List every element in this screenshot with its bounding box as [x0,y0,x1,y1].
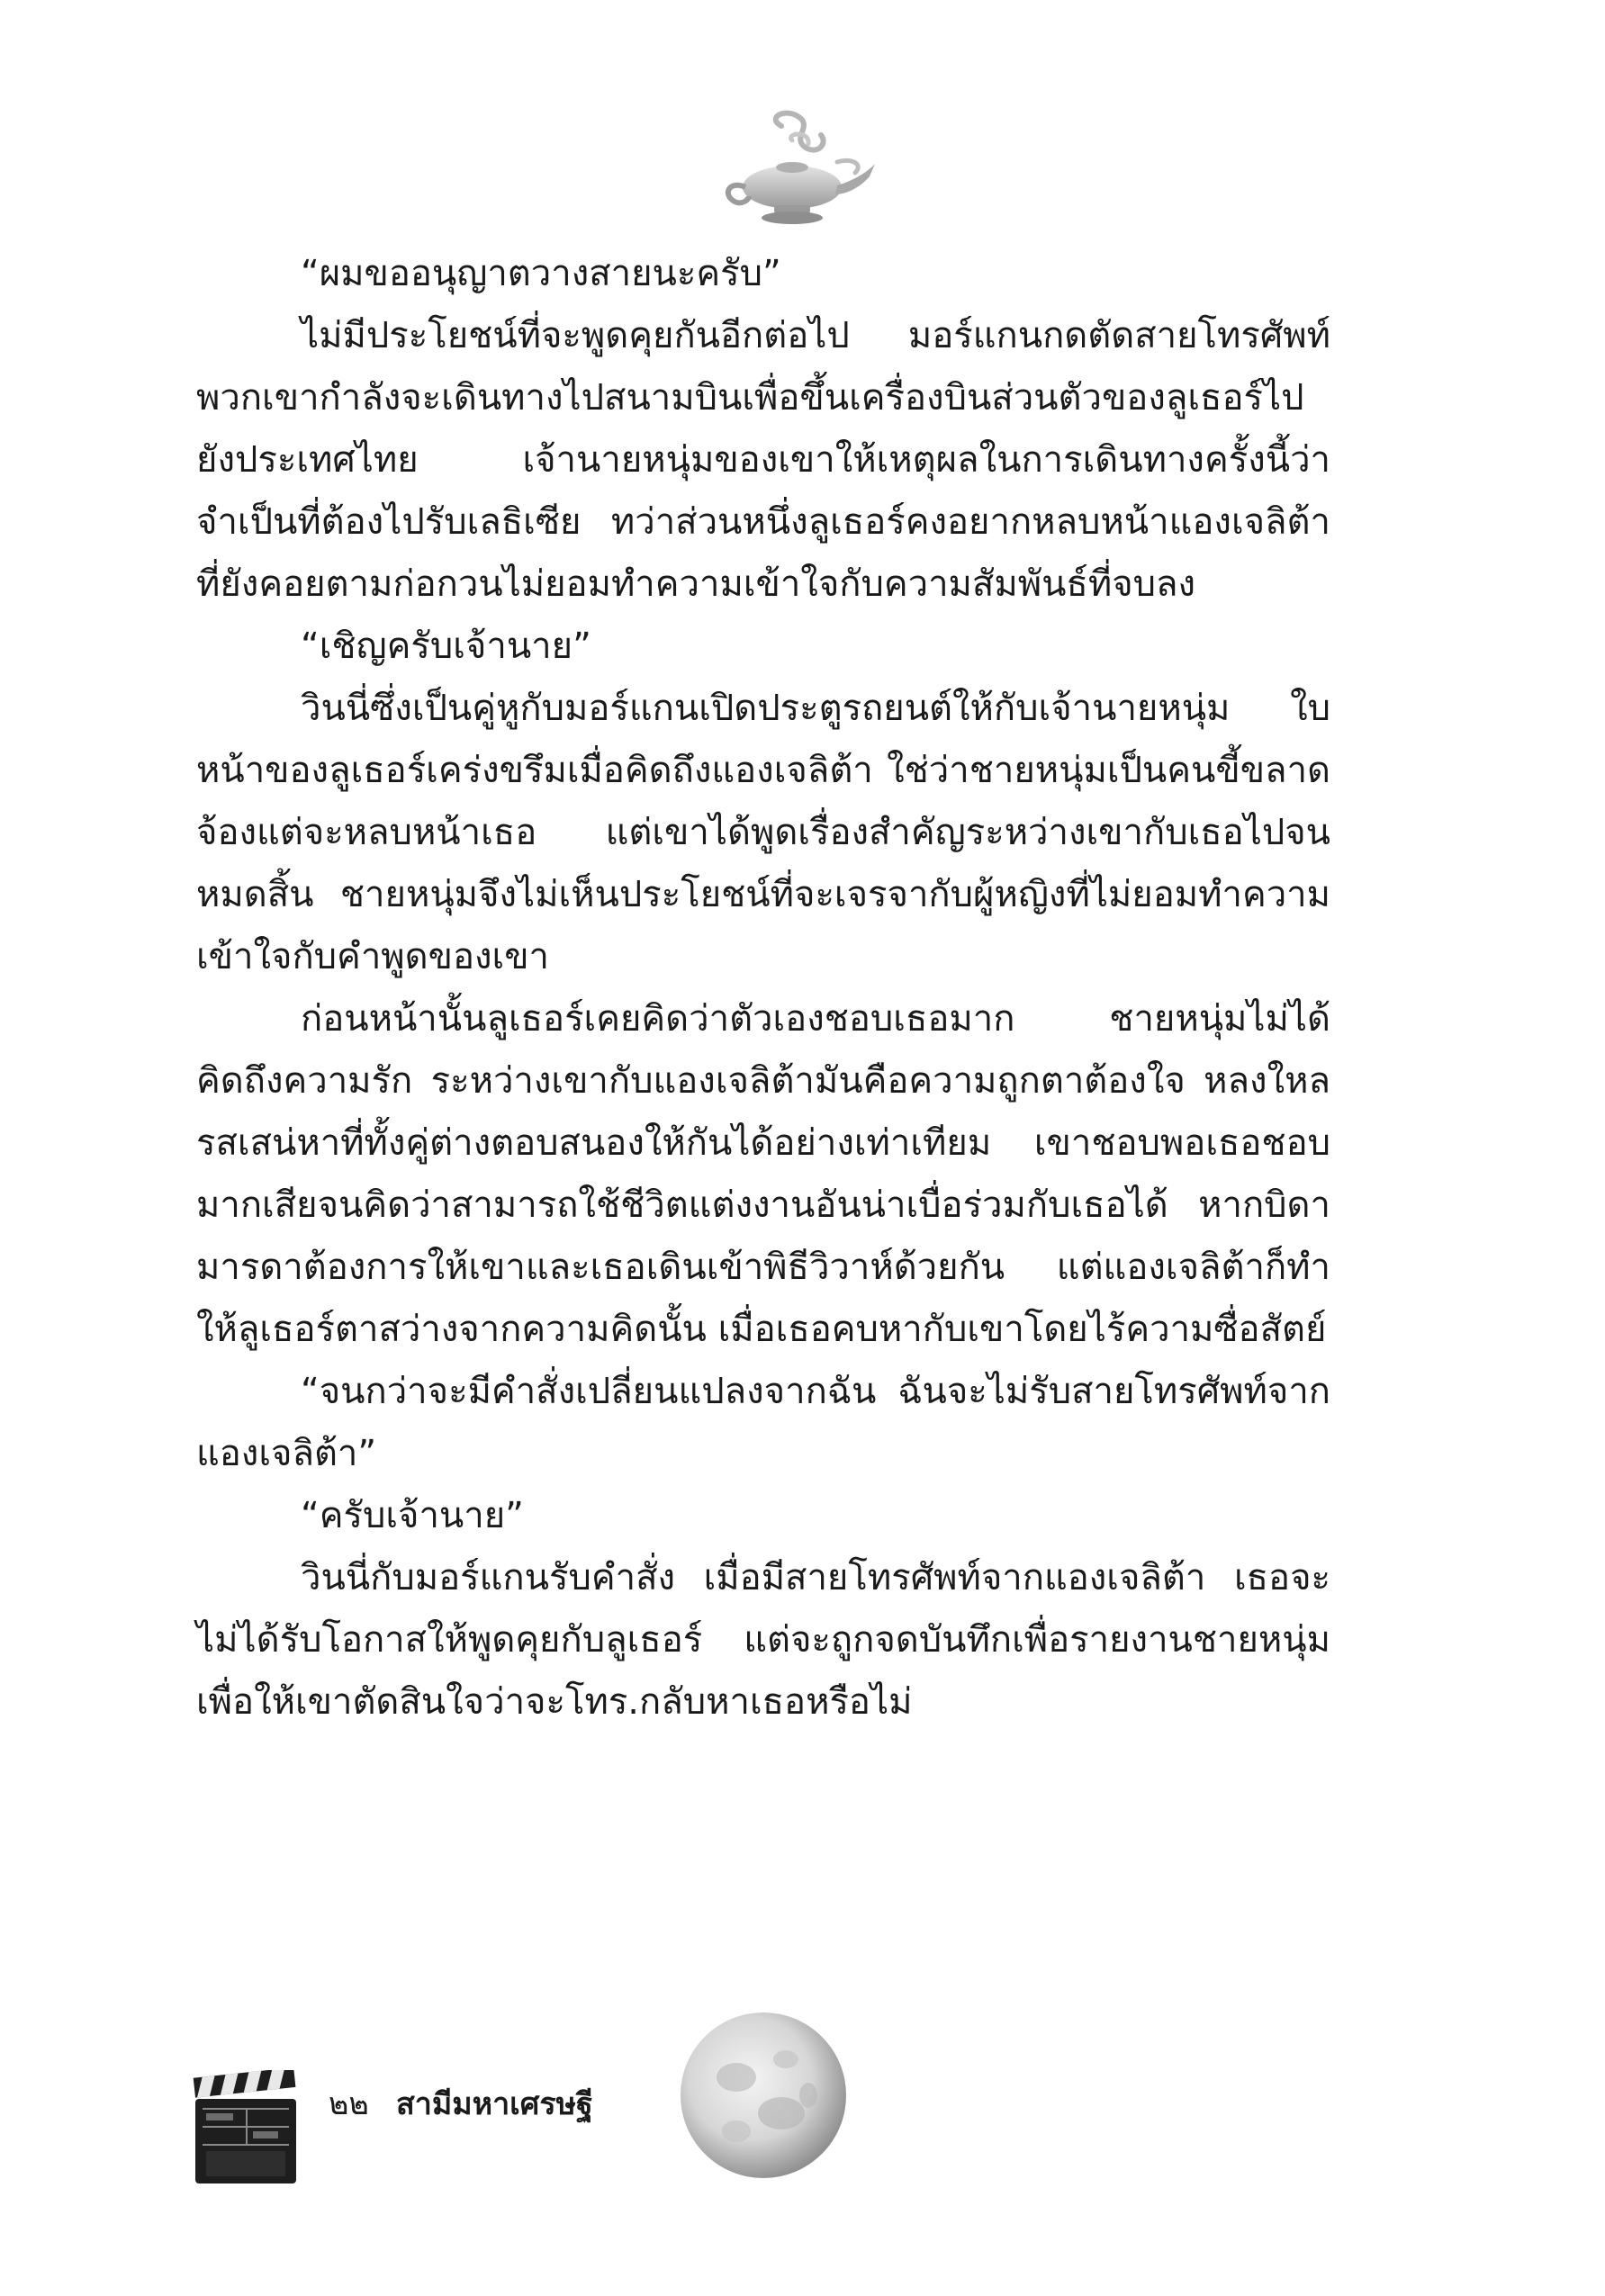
paragraph: “ผมขออนุญาตวางสายนะครับ” [301,253,781,294]
paragraph: วินนี่ซึ่งเป็นคู่หูกับมอร์แกนเปิดประตูรถยนต์ให้กับเจ้านายหนุ่ม ใบหน้าของลูเธอร์เคร่งขรึมเมื่อคิดถึงแองเจลิต้า ใช่ว่าชายหนุ่มเป็นคนขี้ขลาดจ้องแต่จะหลบหน้าเธอ แต่เขาได้พูดเรื่องสำคัญระหว่างเขากับเธอไปจนหมดสิ้น ชายหนุ่มจึงไม่เห็นประโยชน์ที่จะเจรจากับผู้หญิงที่ไม่ยอมทำความเข้าใจกับคำพูดของเขา [196,688,1330,977]
book-title: สามีมหาเศรษฐี [396,2086,593,2122]
body-text [196,243,1330,1733]
paragraph: “เชิญครับเจ้านาย” [301,626,591,667]
paragraph: “ครับเจ้านาย” [301,1495,524,1536]
clapperboard-icon [192,2070,300,2187]
magic-lamp-icon [702,108,882,234]
page-number: ๒๒ [329,2086,369,2122]
paragraph: “จนกว่าจะมีคำสั่งเปลี่ยนแปลงจากฉัน ฉันจะไม่รับสายโทรศัพท์จากแองเจลิต้า” [196,1371,1330,1474]
moon-icon [673,2005,853,2185]
paragraph: วินนี่กับมอร์แกนรับคำสั่ง เมื่อมีสายโทรศัพท์จากแองเจลิต้า เธอจะไม่ได้รับโอกาสให้พูดคุยกับลูเธอร์ แต่จะถูกจดบันทึกเพื่อรายงานชายหนุ่มเพื่อให้เขาตัดสินใจว่าจะโทร.กลับหาเธอหรือไม่ [196,1557,1330,1723]
paragraph: ไม่มีประโยชน์ที่จะพูดคุยกันอีกต่อไป มอร์แกนกดตัดสายโทรศัพท์ พวกเขากำลังจะเดินทางไปสนามบินเพื่อขึ้นเครื่องบินส่วนตัวของลูเธอร์ไปยังประเทศไทย เจ้านายหนุ่มของเขาให้เหตุผลในการเดินทางครั้งนี้ว่าจำเป็นที่ต้องไปรับเลธิเซีย ทว่าส่วนหนึ่งลูเธอร์คงอยากหลบหน้าแองเจลิต้าที่ยังคอยตามก่อกวนไม่ยอมทำความเข้าใจกับความสัมพันธ์ที่จบลง [196,315,1330,605]
paragraph: ก่อนหน้านั้นลูเธอร์เคยคิดว่าตัวเองชอบเธอมาก ชายหนุ่มไม่ได้คิดถึงความรัก ระหว่างเขากับแองเจลิต้ามันคือความถูกตาต้องใจ หลงใหลรสเสน่หาที่ทั้งคู่ต่างตอบสนองให้กันได้อย่างเท่าเทียม เขาชอบพอเธอชอบมากเสียจนคิดว่าสามารถใช้ชีวิตแต่งงานอันน่าเบื่อร่วมกับเธอได้ หากบิดามารดาต้องการให้เขาและเธอเดินเข้าพิธีวิวาห์ด้วยกัน แต่แองเจลิต้าก็ทำให้ลูเธอร์ตาสว่างจากความคิดนั้น เมื่อเธอคบหากับเขาโดยไร้ความซื่อสัตย์ [196,998,1330,1350]
